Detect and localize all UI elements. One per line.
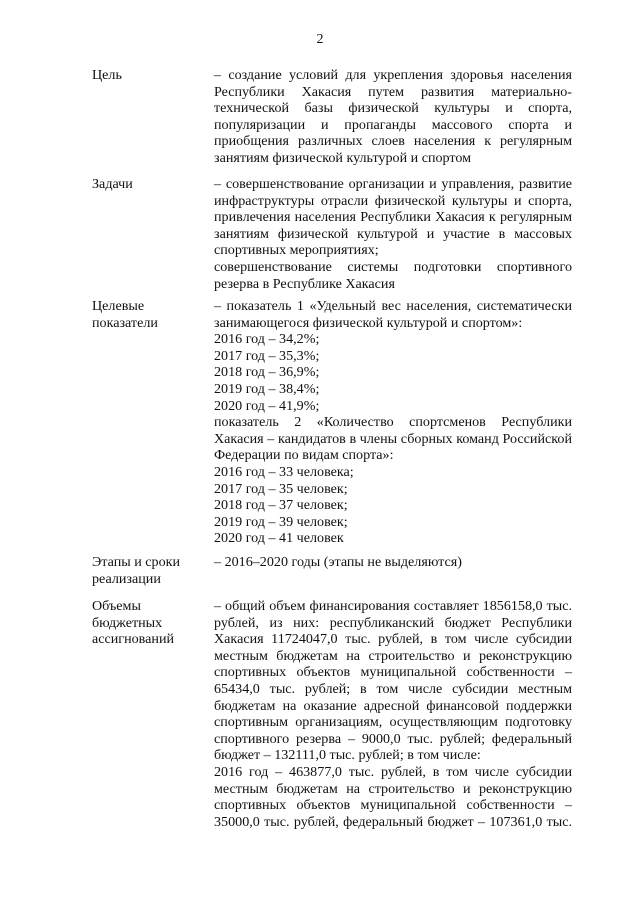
text-line: спортивных объектов муниципальной собственности – [214, 797, 572, 814]
content-tasks [214, 176, 572, 292]
label-tasks: Задачи [92, 176, 133, 192]
page-number: 2 [316, 32, 324, 47]
text-line: показатель 2 «Количество спортсменов Республики [214, 414, 572, 431]
content-goal [214, 67, 572, 167]
label-budget: Объемы бюджетных ассигнований [92, 598, 175, 648]
text-line: 65434,0 тыс. рублей; в том числе субсидии местным [214, 680, 572, 697]
text-line: бюджетам на оказание адресной финансовой поддержки [214, 697, 572, 714]
text-line: Хакасия – кандидатов в члены сборных команд Российской [214, 430, 572, 447]
text-line: 2019 год – 39 человек; [214, 513, 348, 530]
text-line: 2018 год – 37 человек; [214, 497, 348, 514]
text-line: 2016 год – 463877,0 тыс. рублей, в том числе субсидии [214, 763, 572, 780]
text-line: 2017 год – 35,3%; [214, 347, 320, 364]
text-line: Хакасия 11724047,0 тыс. рублей, в том числе субсидии [214, 631, 572, 648]
text-line: – общий объем финансирования составляет 1856158,0 тыс. [214, 598, 572, 614]
text-line: совершенствование системы подготовки спортивного [214, 258, 572, 275]
text-line: резерва в Республике Хакасия [214, 275, 395, 292]
text-line: 2016 год – 34,2%; [214, 331, 320, 348]
text-line: спортивных мероприятиях; [214, 242, 379, 259]
text-line: 2017 год – 35 человек; [214, 480, 348, 497]
text-line: бюджет – 132111,0 тыс. рублей; в том числе: [214, 747, 481, 764]
text-line: спортивного резерва – 9000,0 тыс. рублей; федеральный [214, 730, 572, 747]
text-line: инфраструктуры отрасли физической культуры и спорта, [214, 192, 572, 209]
label-indicators: Целевые показатели [92, 298, 158, 331]
label-stages: Этапы и сроки реализации [92, 554, 181, 587]
text-line: популяризации и пропаганды массового спорта и [214, 116, 572, 133]
content-stages [214, 554, 572, 571]
text-line: занятиям физической культурой и спортом [214, 149, 472, 166]
text-line: занимающегося физической культурой и спортом»: [214, 314, 523, 331]
content-indicators [214, 298, 572, 547]
text-line: технической базы физической культуры и спорта, [214, 100, 572, 117]
text-line: занятиям физической культурой и участие в массовых [214, 225, 572, 242]
text-line: спортивных объектов муниципальной собственности – [214, 664, 572, 681]
text-line: – показатель 1 «Удельный вес населения, систематически [214, 298, 572, 314]
text-line: – создание условий для укрепления здоровья населения [214, 67, 572, 83]
text-line: 2020 год – 41 человек [214, 530, 344, 547]
text-line: привлечения населения Республики Хакасия к регулярным [214, 209, 572, 226]
text-line: приобщения различных слоев населения к регулярным [214, 133, 572, 150]
text-line: местным бюджетам на строительство и реконструкцию [214, 647, 572, 664]
text-line: 2020 год – 41,9%; [214, 397, 320, 414]
text-line: – 2016–2020 годы (этапы не выделяются) [214, 554, 462, 570]
text-line: местным бюджетам на строительство и реконструкцию [214, 780, 572, 797]
text-line: Республики Хакасия путем развития материально- [214, 83, 572, 100]
text-line: 2018 год – 36,9%; [214, 364, 320, 381]
text-line: 35000,0 тыс. рублей, федеральный бюджет – 107361,0 тыс. [214, 813, 572, 830]
content-budget [214, 598, 572, 830]
text-line: 2016 год – 33 человека; [214, 463, 354, 480]
text-line: спортивным организациям, осуществляющим подготовку [214, 714, 572, 731]
text-line: 2019 год – 38,4%; [214, 380, 320, 397]
text-line: рублей, из них: республиканский бюджет Республики [214, 614, 572, 631]
text-line: Федерации по видам спорта»: [214, 447, 394, 464]
text-line: – совершенствование организации и управления, развитие [214, 176, 572, 192]
label-goal: Цель [92, 67, 122, 83]
